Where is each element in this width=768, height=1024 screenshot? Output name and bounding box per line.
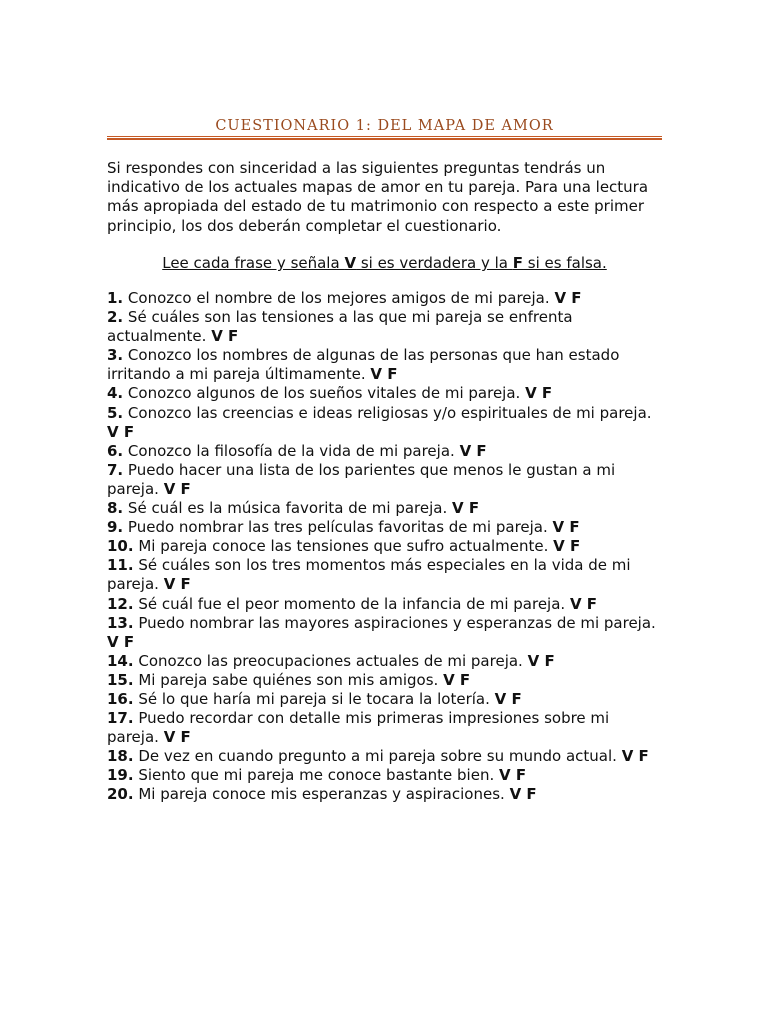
instruction-true-mark: V [344,254,357,272]
question-number: 9. [107,518,124,537]
answer-options: V F [621,747,649,766]
question-item [107,289,662,308]
question-number: 10. [107,537,134,556]
question-text: Puedo recordar con detalle mis primeras impresiones sobre mi pareja. [107,709,610,747]
question-number: 16. [107,689,134,708]
answer-options: V F [554,289,582,307]
question-item [107,308,662,346]
question-text: Sé cuál es la música favorita de mi pareja. [127,499,448,518]
question-number: 4. [107,384,124,403]
question-text: Conozco las creencias e ideas religiosas y/o espirituales de mi pareja. [127,403,652,422]
question-text: Mi pareja conoce las tensiones que sufro actualmente. [138,537,549,556]
question-text: Puedo nombrar las mayores aspiraciones y esperanzas de mi pareja. [138,613,656,632]
answer-options: V F [553,537,581,556]
answer-options: V F [525,384,553,403]
question-item [107,404,662,442]
question-text: Sé cuáles son las tensiones a las que mi pareja se enfrenta actualmente. [107,308,573,346]
question-item [107,346,662,384]
instruction-text-2: si es verdadera y la [356,254,513,272]
question-item [107,614,662,652]
document-title: CUESTIONARIO 1: DEL MAPA DE AMOR [215,118,554,134]
answer-options: V F [552,518,580,537]
question-text: Puedo hacer una lista de los parientes que menos le gustan a mi pareja. [107,460,616,498]
question-item [107,690,662,709]
question-text: Puedo nombrar las tres películas favoritas de mi pareja. [127,518,548,537]
question-text: Sé lo que haría mi pareja si le tocara la lotería. [138,689,490,708]
answer-options: V F [499,766,527,785]
answer-options: V F [211,327,239,346]
question-text: Mi pareja sabe quiénes son mis amigos. [138,670,439,689]
question-number: 8. [107,499,124,518]
question-number: 12. [107,594,134,613]
answer-options: V F [527,651,555,670]
question-item [107,709,662,747]
question-number: 19. [107,766,134,785]
question-number: 13. [107,613,134,632]
question-item [107,518,662,537]
question-item [107,747,662,766]
question-text: Conozco los nombres de algunas de las personas que han estado irritando a mi pareja últimamente. [107,346,620,384]
question-item [107,766,662,785]
question-text: Conozco la filosofía de la vida de mi pareja. [127,441,455,460]
question-number: 6. [107,441,124,460]
question-number: 18. [107,747,134,766]
question-text: De vez en cuando pregunto a mi pareja sobre su mundo actual. [138,747,617,766]
answer-options: V F [163,728,191,747]
answer-options: V F [569,594,598,613]
intro-paragraph: Si respondes con sinceridad a las siguientes preguntas tendrás un indicativo de los actuales mapas de amor en tu pareja. Para una lectura más apropiada del estado de tu matrimonio con respecto a este primer principio, los dos deberán completar el cuestionario. [107,159,649,235]
answer-options: V F [494,689,522,708]
title-divider [107,136,662,140]
question-text: Mi pareja conoce mis esperanzas y aspiraciones. [138,785,505,804]
answer-options: V F [443,670,471,689]
answer-options: V F [370,365,398,384]
question-item [107,556,662,594]
question-number: 5. [107,403,124,422]
question-number: 3. [107,346,124,365]
answer-options: V F [452,499,480,518]
question-number: 1. [107,289,124,307]
instruction-text-1: Lee cada frase y señala [162,254,345,272]
question-number: 14. [107,651,134,670]
question-text: Siento que mi pareja me conoce bastante bien. [138,766,495,785]
question-item [107,442,662,461]
answer-options: V F [107,632,135,651]
question-item [107,499,662,518]
question-text: Sé cuál fue el peor momento de la infancia de mi pareja. [138,594,566,613]
question-text: Conozco algunos de los sueños vitales de mi pareja. [127,384,521,403]
question-item [107,461,662,499]
question-number: 20. [107,785,134,804]
question-list [107,289,662,805]
question-text: Conozco el nombre de los mejores amigos de mi pareja. [127,289,550,307]
question-text: Conozco las preocupaciones actuales de mi pareja. [138,651,523,670]
answer-options: V F [163,575,191,594]
question-item [107,671,662,690]
answer-options: V F [509,785,537,804]
question-number: 11. [107,556,134,575]
instruction-false-mark: F [512,254,524,272]
question-item [107,652,662,671]
question-item [107,384,662,403]
answer-options: V F [459,441,487,460]
question-number: 7. [107,460,124,479]
question-item [107,595,662,614]
question-number: 17. [107,709,134,728]
answer-options: V F [107,422,135,441]
question-item [107,785,662,804]
question-number: 2. [107,308,124,327]
question-item [107,537,662,556]
question-text: Sé cuáles son los tres momentos más especiales en la vida de mi pareja. [107,556,631,594]
instruction-text-3: si es falsa. [523,254,607,272]
question-number: 15. [107,670,134,689]
instruction-line [107,254,662,273]
answer-options: V F [163,479,191,498]
